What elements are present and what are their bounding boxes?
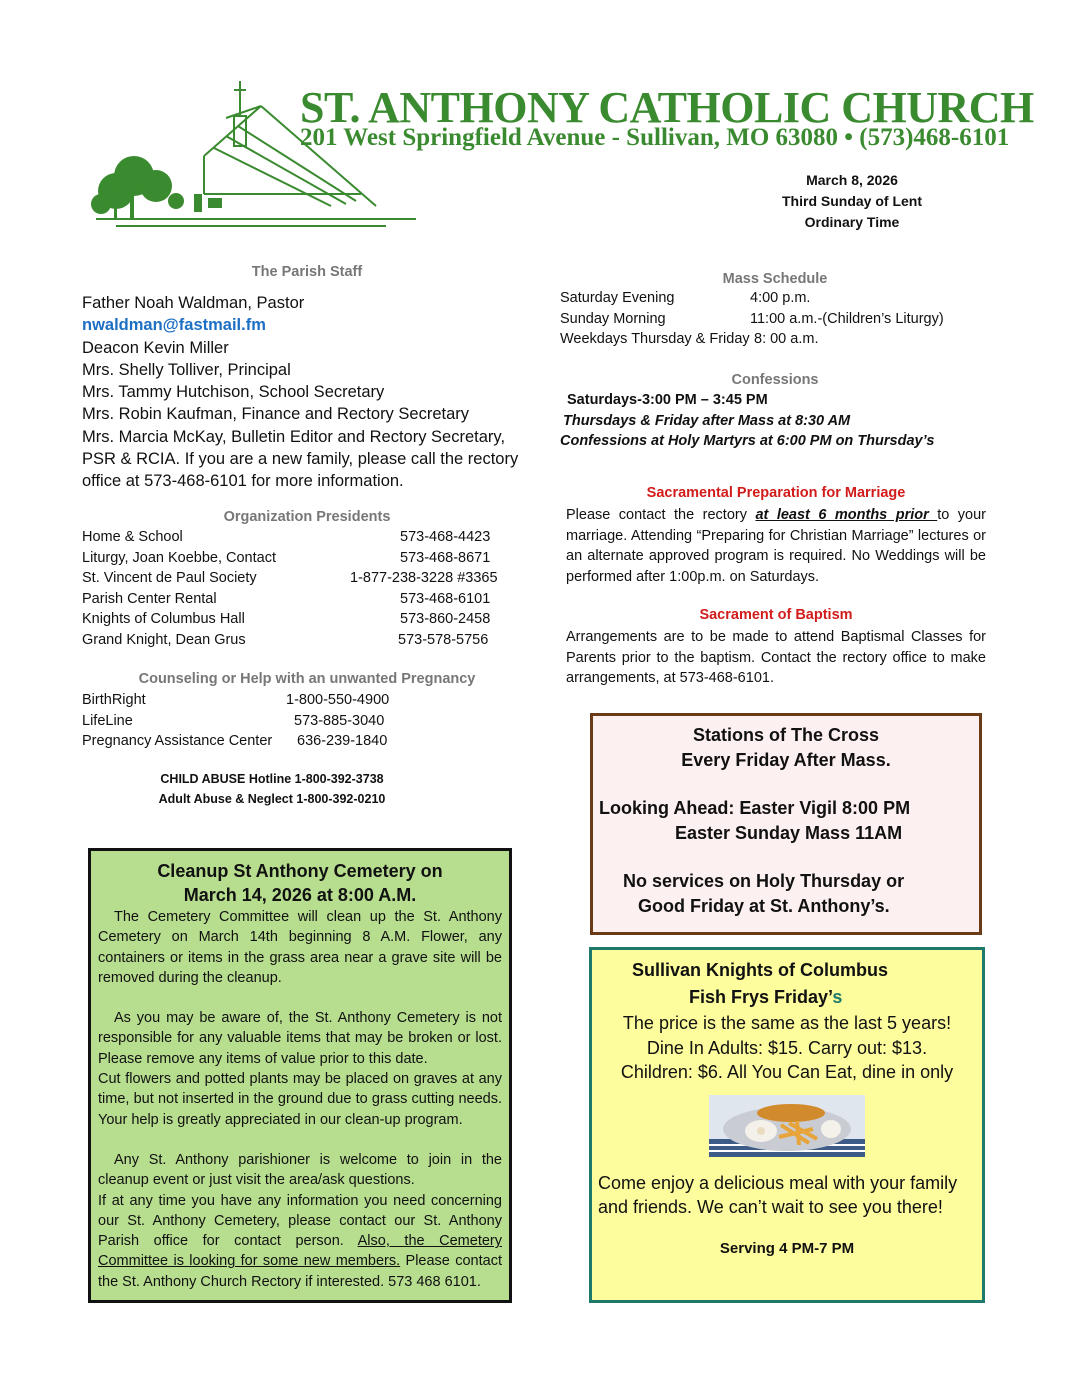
cemetery-paragraph: Cut flowers and potted plants may be placed on graves at any time, but not inserted in the ground due to grass cutting needs. Your help is greatly appreciated in our clean-up program. [98,1071,502,1128]
organizations-heading: Organization Presidents [223,509,391,525]
list-item [82,690,522,711]
confessions-heading: Confessions [731,372,819,388]
fish-fry-invite: Come enjoy a delicious meal with your family and friends. We can’t wait to see you there! [598,1172,958,1217]
church-name: ST. ANTHONY CATHOLIC CHURCH [300,83,1034,132]
organizations-list [82,527,522,650]
confession-line: Thursdays & Friday after Mass at 8:30 AM [563,412,851,429]
org-name: Parish Center Rental [82,590,217,607]
price-note: The price is the same as the last 5 years! [622,1013,952,1033]
church-address: 201 West Springfield Avenue - Sullivan, MO 63080 • (573)468-6101 [300,124,1010,151]
fish-fry-prices [592,1011,982,1085]
counseling-name: Pregnancy Assistance Center [82,733,273,749]
marriage-text-end: to your marriage. Attending “Preparing for Christian Marriage” lectures or an alternate approved program is required. No Weddings will be performed after 1:00p.m. on Saturdays. [566,507,986,585]
stations-title: Stations of The Cross [692,725,880,745]
staff-heading: The Parish Staff [251,264,363,280]
marriage-text [566,505,986,587]
mass-day: Sunday Morning [560,310,666,327]
cemetery-title-line: Cleanup St Anthony Cemetery on [157,861,443,881]
cemetery-committee-note: Also, the Cemetery Committee is looking for some new members. [98,1233,502,1270]
fish-fry-title: Sullivan Knights of Columbus [632,960,888,980]
baptism-text: Arrangements are to be made to attend Baptismal Classes for Parents prior to the baptism. Contact the rectory office to make arrangements, at 573-468-6101. [566,629,986,686]
org-name: St. Vincent de Paul Society [82,570,257,586]
liturgical-sunday: Third Sunday of Lent [782,193,922,209]
easter-sunday-mass: Easter Sunday Mass 11AM [675,822,903,843]
fish-fry-subtitle-text: Fish Frys Friday’ [689,987,833,1007]
list-item [82,589,522,610]
marriage-text-start: Please contact the rectory [566,507,756,523]
easter-vigil: Looking Ahead: Easter Vigil 8:00 PM [599,798,911,818]
counseling-list [82,690,522,752]
mass-day: Weekdays Thursday & Friday [560,331,750,347]
counseling-phone: 573-885-3040 [294,712,385,729]
org-phone: 573-468-8671 [400,549,491,566]
list-item [82,630,522,651]
org-phone: 573-578-5756 [398,631,489,648]
adult-abuse-hotline: Adult Abuse & Neglect 1-800-392-0210 [158,792,386,806]
org-name: Grand Knight, Dean Grus [82,631,246,648]
cemetery-paragraph: The Cemetery Committee will clean up the St. Anthony Cemetery on March 14th beginning 8 A.M. Flower, any containers or items in the grass area near a grave site will be removed during the cleanup. [98,909,502,986]
staff-line: Mrs. Shelly Tolliver, Principal [82,360,291,379]
staff-line: Mrs. Marcia McKay, Bulletin Editor and Rectory Secretary, [82,427,506,446]
cemetery-paragraph [98,1191,502,1292]
mass-time: 11:00 a.m.-(Children’s Liturgy) [750,310,944,327]
list-item [82,711,522,732]
org-name: Knights of Columbus Hall [82,611,245,627]
staff-line: office at 573-468-6101 for more information. [82,472,404,491]
counseling-name: BirthRight [82,692,146,708]
counseling-name: LifeLine [82,712,133,729]
mass-day: Saturday Evening [560,290,675,306]
adult-prices: Dine In Adults: $15. Carry out: $13. [646,1037,928,1058]
confession-line: Saturdays-3:00 PM – 3:45 PM [567,392,768,408]
cemetery-title [91,859,509,907]
marriage-heading: Sacramental Preparation for Marriage [646,485,906,501]
counseling-phone: 1-800-550-4900 [286,692,390,708]
marriage-emphasis: at least 6 months prior [755,507,938,523]
list-item [82,568,522,589]
pastor-email-link[interactable]: nwaldman@fastmail.fm [82,316,266,335]
fish-dinner-image [709,1095,865,1157]
stations-subtitle: Every Friday After Mass. [681,749,891,770]
list-item [82,731,522,752]
list-item [560,288,1000,309]
cemetery-contact-text: If at any time you have any information you need concerning our St. Anthony Cemetery, please contact our St. Anthony Parish office for contact person. [98,1192,502,1250]
org-name: Home & School [82,529,183,545]
org-name: Liturgy, Joan Koebbe, Contact [82,549,276,566]
org-phone: 573-468-4423 [400,529,491,545]
cemetery-contact-end: Please contact the St. Anthony Church Rectory if interested. 573 468 6101. [98,1253,502,1290]
holy-week-notice: No services on Holy Thursday or [623,871,905,891]
abuse-hotlines [82,769,462,809]
org-phone: 573-860-2458 [400,611,491,627]
mass-heading: Mass Schedule [722,271,828,287]
list-item [82,548,522,569]
staff-line: Mrs. Robin Kaufman, Finance and Rectory Secretary [82,405,470,424]
fish-fry-subtitle [592,984,982,1011]
cemetery-paragraph: As you may be aware of, the St. Anthony Cemetery is not responsible for any valuable items that may be broken or lost. Please remove any items of value prior to this date. [98,1010,502,1067]
mass-time: 8: 00 a.m. [754,331,819,347]
org-phone: 573-468-6101 [400,590,491,607]
children-price: Children: $6. All You Can Eat, dine in only [620,1062,954,1082]
list-item [82,609,522,630]
cemetery-paragraph: Any St. Anthony parishioner is welcome to join in the cleanup event or just visit the area/ask questions. [98,1151,502,1189]
holy-week-notice: Good Friday at St. Anthony’s. [638,895,890,916]
liturgical-season: Ordinary Time [804,214,900,230]
mass-schedule [560,288,1000,350]
bulletin-date-block [782,170,922,233]
fish-fry-subtitle-s: s [832,987,843,1007]
org-phone: 1-877-238-3228 #3365 [350,570,498,586]
bulletin-date: March 8, 2026 [806,172,898,188]
staff-list [82,292,522,493]
staff-line: Deacon Kevin Miller [82,338,229,357]
confessions-times [560,390,990,452]
staff-line: Mrs. Tammy Hutchison, School Secretary [82,383,385,402]
staff-line: PSR & RCIA. If you are a new family, please call the rectory [82,450,519,469]
list-item [560,309,1000,330]
stations-box [590,713,982,935]
fish-fry-serving-time: Serving 4 PM-7 PM [719,1239,855,1257]
baptism-heading: Sacrament of Baptism [699,607,853,623]
counseling-heading: Counseling or Help with an unwanted Pregnancy [138,671,476,687]
list-item [82,527,522,548]
cemetery-body [91,907,509,1292]
child-abuse-hotline: CHILD ABUSE Hotline 1-800-392-3738 [160,772,384,786]
mass-time: 4:00 p.m. [750,290,811,306]
fish-fry-box [589,947,985,1303]
counseling-phone: 636-239-1840 [297,733,388,749]
cemetery-title-date: March 14, 2026 at 8:00 A.M. [183,885,417,905]
list-item [560,329,1000,350]
confession-line: Confessions at Holy Martyrs at 6:00 PM on Thursday’s [560,433,935,449]
staff-pastor: Father Noah Waldman, Pastor [82,294,305,312]
cemetery-cleanup-box [88,848,512,1303]
